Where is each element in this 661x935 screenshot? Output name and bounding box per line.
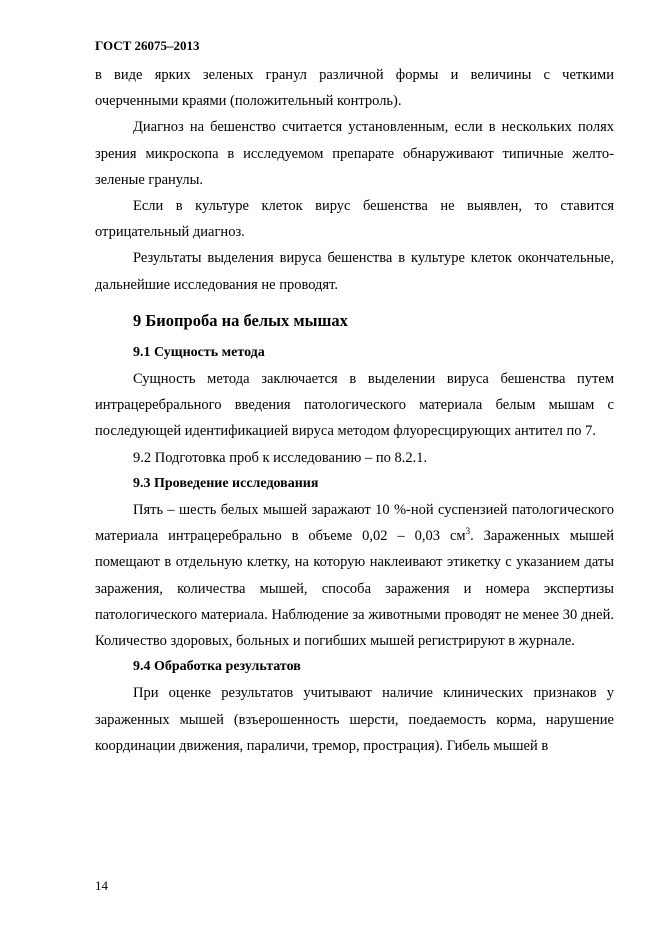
standard-header: ГОСТ 26075–2013	[95, 38, 200, 53]
paragraph-final-results: Результаты выделения вируса бешенства в культуре клеток окончательные, дальнейшие исследования не проводят.	[95, 250, 614, 293]
paragraph-diagnosis: Диагноз на бешенство считается установленным, если в нескольких полях зрения микроскопа в исследуемом препарате обнаруживают типичные желто-зеленые гранулы.	[95, 119, 614, 188]
section-9-1-heading: 9.1 Сущность метода	[133, 344, 265, 360]
section-9-3-heading: 9.3 Проведение исследования	[133, 475, 319, 491]
paragraph-negative-diagnosis: Если в культуре клеток вирус бешенства не выявлен, то ставится отрицательный диагноз.	[95, 198, 614, 241]
cubic-superscript: 3	[465, 526, 471, 537]
section-9-4-text: При оценке результатов учитывают наличие клинических признаков у зараженных мышей (взъерошенность шерсти, поедаемость корма, нарушение координации движения, параличи, тремор, прострация). Гибель мышей в	[95, 685, 614, 754]
section-9-3-text-part2: . Зараженных мышей помещают в отдельную клетку, на которую наклеивают этикетку с указанием даты заражения, количества мышей, способа заражения и номера экспертизы патологического материала. Наблюдение за животными проводят не менее 30 дней. Количество здоровых, больных и погибших мышей регистрируют в журнале.	[95, 528, 614, 650]
section-9-3-text-part1: Пять – шесть белых мышей заражают 10 %-ной суспензией патологического материала интрацеребрально в объеме 0,02 – 0,03 см	[95, 502, 614, 545]
paragraph-continuation: в виде ярких зеленых гранул различной формы и величины с четкими очерченными краями (положительный контроль).	[95, 67, 614, 110]
section-9-3-text	[95, 497, 614, 654]
section-9-2-text: 9.2 Подготовка проб к исследованию – по 8.2.1.	[133, 449, 428, 466]
section-9-heading: 9 Биопроба на белых мышах	[133, 310, 348, 330]
page-number: 14	[95, 878, 108, 893]
body-text	[95, 62, 614, 759]
section-9-4-heading: 9.4 Обработка результатов	[133, 659, 301, 675]
section-9-1-text: Сущность метода заключается в выделении вируса бешенства путем интрацеребрального введения патологического материала белым мышам с последующей идентификацией вируса методом флуоресцирующих антител по 7.	[95, 371, 614, 440]
